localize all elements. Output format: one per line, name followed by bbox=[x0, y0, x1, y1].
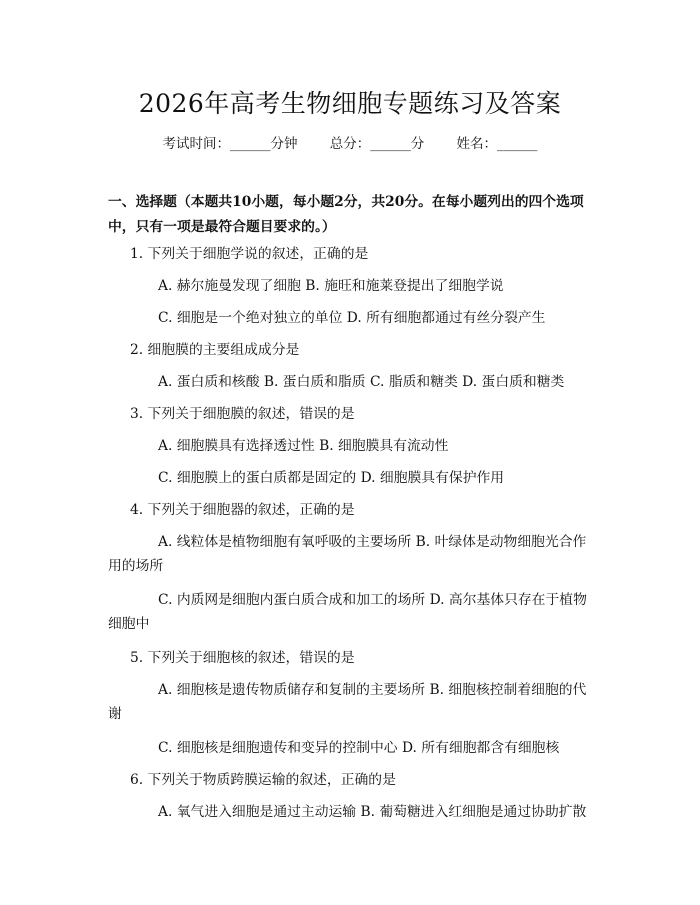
question-options bbox=[108, 678, 598, 726]
section-heading-line-2: 中，只有一项是最符合题目要求的。） bbox=[108, 219, 336, 235]
option-line: A. 线粒体是植物细胞有氧呼吸的主要场所 B. 叶绿体是动物细胞光合作 bbox=[158, 534, 587, 550]
option-line: C. 内质网是细胞内蛋白质合成和加工的场所 D. 高尔基体只存在于植物 bbox=[158, 592, 587, 608]
page-title: 2026年高考生物细胞专题练习及答案 bbox=[138, 89, 562, 118]
question-options: A. 氧气进入细胞是通过主动运输 B. 葡萄糖进入红细胞是通过协助扩散 bbox=[158, 804, 587, 820]
question-options: A. 赫尔施曼发现了细胞 B. 施旺和施莱登提出了细胞学说 bbox=[158, 278, 504, 294]
option-line-continued: 谢 bbox=[108, 706, 122, 722]
question-stem: 4. 下列关于细胞器的叙述，正确的是 bbox=[130, 502, 355, 518]
question-stem: 2. 细胞膜的主要组成成分是 bbox=[130, 342, 300, 358]
section-heading bbox=[108, 190, 598, 240]
question-options: C. 细胞膜上的蛋白质都是固定的 D. 细胞膜具有保护作用 bbox=[158, 470, 505, 486]
question-options: A. 细胞膜具有选择透过性 B. 细胞膜具有流动性 bbox=[158, 438, 449, 454]
option-line-continued: 用的场所 bbox=[108, 558, 164, 574]
exam-info-line bbox=[0, 132, 700, 152]
question-stem: 1. 下列关于细胞学说的叙述，正确的是 bbox=[130, 246, 369, 262]
question-options: C. 细胞是一个绝对独立的单位 D. 所有细胞都通过有丝分裂产生 bbox=[158, 310, 546, 326]
question-stem: 6. 下列关于物质跨膜运输的叙述，正确的是 bbox=[130, 772, 396, 788]
question-list bbox=[108, 240, 598, 826]
question-options bbox=[108, 588, 598, 636]
option-line-continued: 细胞中 bbox=[108, 616, 150, 632]
question-stem: 5. 下列关于细胞核的叙述，错误的是 bbox=[130, 650, 355, 666]
question-stem: 3. 下列关于细胞膜的叙述，错误的是 bbox=[130, 406, 355, 422]
question-options bbox=[108, 530, 598, 578]
student-name-field: 姓名：______ bbox=[456, 136, 538, 152]
option-line: A. 细胞核是遗传物质储存和复制的主要场所 B. 细胞核控制着细胞的代 bbox=[158, 682, 587, 698]
total-score-field: 总分：______分 bbox=[329, 136, 425, 152]
section-heading-line-1: 一、选择题（本题共10小题，每小题2分，共20分。在每小题列出的四个选项 bbox=[108, 194, 584, 210]
exam-time-field: 考试时间：______分钟 bbox=[162, 136, 298, 152]
question-options: A. 蛋白质和核酸 B. 蛋白质和脂质 C. 脂质和糖类 D. 蛋白质和糖类 bbox=[158, 374, 565, 390]
question-options: C. 细胞核是细胞遗传和变异的控制中心 D. 所有细胞都含有细胞核 bbox=[158, 740, 560, 756]
